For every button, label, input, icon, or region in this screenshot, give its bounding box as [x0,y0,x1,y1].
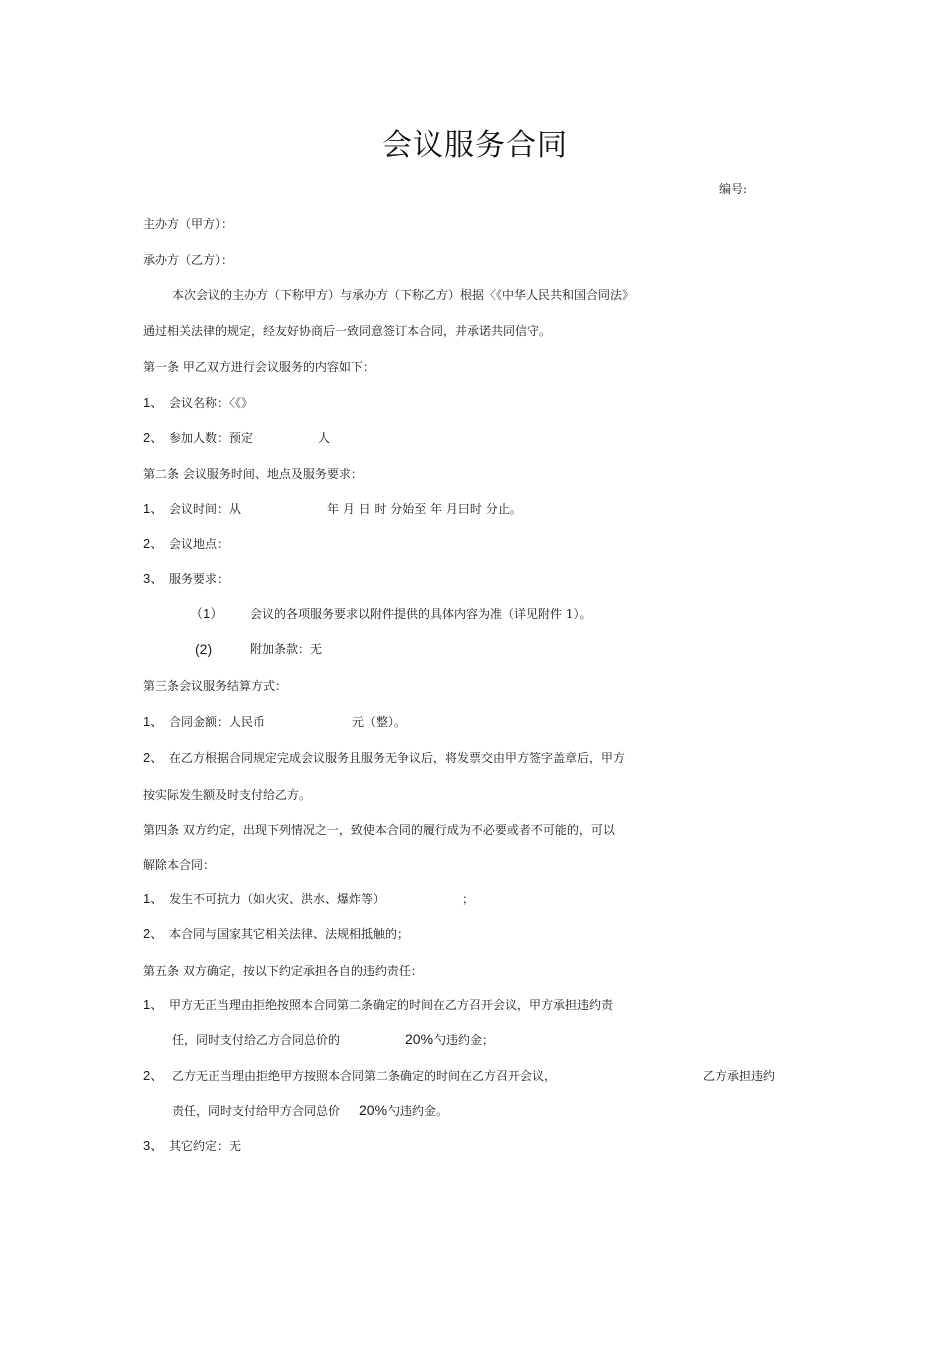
article-2-item-3-text: 服务要求： [169,572,230,586]
article-1-item-2-suffix: 人 [318,431,331,445]
article-5-item-2-line-1-end: 乙方承担违约 [703,1069,776,1083]
article-2-heading: 第二条 会议服务时间、地点及服务要求： [143,467,363,481]
article-1-item-2-number: 2、 [143,430,164,445]
serial-number-label: 编号: [719,182,748,196]
article-4-item-2-text: 本合同与国家其它相关法律、法规相抵触的； [169,927,410,941]
article-4-line-2: 解除本合同： [143,858,216,872]
party-a-label: 主办方（甲方）： [143,217,234,231]
article-2-sub-2-number: (2) [195,641,213,657]
article-4-item-1-number: 1、 [143,891,164,906]
party-b-label: 承办方（乙方）： [143,253,234,267]
intro-line-2: 通过相关法律的规定，经友好协商后一致同意签订本合同，并承诺共同信守。 [143,324,552,338]
article-5-item-2-line-2-end: 勺违约金。 [388,1104,449,1118]
article-1-item-2-text: 参加人数：预定 [169,431,254,445]
article-1-heading: 第一条 甲乙双方进行会议服务的内容如下： [143,360,375,374]
article-1-item-1-number: 1、 [143,395,164,410]
article-2-item-1-text: 会议时间：从 [169,502,242,516]
article-2-item-1-suffix: 年 月 日 时 分始至 年 月曰时 分止。 [327,502,522,516]
article-2-item-3-number: 3、 [143,571,164,586]
article-5-item-1-number: 1、 [143,997,164,1012]
article-5-item-2-number: 2、 [143,1068,164,1083]
intro-line-1: 本次会议的主办方（下称甲方）与承办方（下称乙方）根据〈《中华人民共和国合同法》 [172,288,635,302]
article-5-item-3-text: 其它约定：无 [169,1139,242,1153]
article-2-sub-1-number: （1） [190,606,224,621]
article-3-item-2-number: 2、 [143,750,164,765]
article-3-item-1-suffix: 元（整）。 [352,715,407,729]
document-title: 会议服务合同 [382,128,568,163]
article-5-item-1-line-2: 任，同时支付给乙方合同总价的 [172,1033,341,1047]
article-2-item-2-number: 2、 [143,536,164,551]
article-4-item-2-number: 2、 [143,926,164,941]
article-5-item-2-line-1: 乙方无正当理由拒绝甲方按照本合同第二条确定的时间在乙方召开会议， [172,1069,557,1083]
article-4-line-1: 第四条 双方约定，出现下列情况之一，致使本合同的履行成为不必要或者不可能的，可以 [143,823,615,837]
article-5-item-1-line-1: 甲方无正当理由拒绝按照本合同第二条确定的时间在乙方召开会议，甲方承担违约责 [169,998,614,1012]
article-3-item-1-number: 1、 [143,714,164,729]
article-4-item-1-text: 发生不可抗力（如火灾、洪水、爆炸等） [169,892,386,906]
article-3-item-2-line-2: 按实际发生额及时支付给乙方。 [143,788,312,802]
article-2-sub-2-text: 附加条款：无 [250,642,323,656]
article-3-item-1-text: 合同金额：人民币 [169,715,266,729]
article-5-item-2-line-2: 责任，同时支付给甲方合同总价 [172,1104,341,1118]
article-5-item-1-percent: 20% [405,1031,434,1047]
article-5-item-2-percent: 20% [359,1102,388,1118]
article-4-item-1-suffix: ； [462,892,475,906]
article-5-heading: 第五条 双方确定，按以下约定承担各自的违约责任： [143,964,423,978]
article-3-heading: 第三条会议服务结算方式： [143,679,288,693]
article-1-item-1-text: 会议名称：〈《》 [169,396,254,410]
article-2-sub-1-text: 会议的各项服务要求以附件提供的具体内容为准（详见附件 1）。 [250,607,592,621]
article-5-item-1-line-2-end: 勺违约金； [434,1033,495,1047]
article-2-item-2-text: 会议地点： [169,537,230,551]
article-5-item-3-number: 3、 [143,1138,164,1153]
article-3-item-2-line-1: 在乙方根据合同规定完成会议服务且服务无争议后，将发票交由甲方签字盖章后，甲方 [169,751,626,765]
article-2-item-1-number: 1、 [143,501,164,516]
